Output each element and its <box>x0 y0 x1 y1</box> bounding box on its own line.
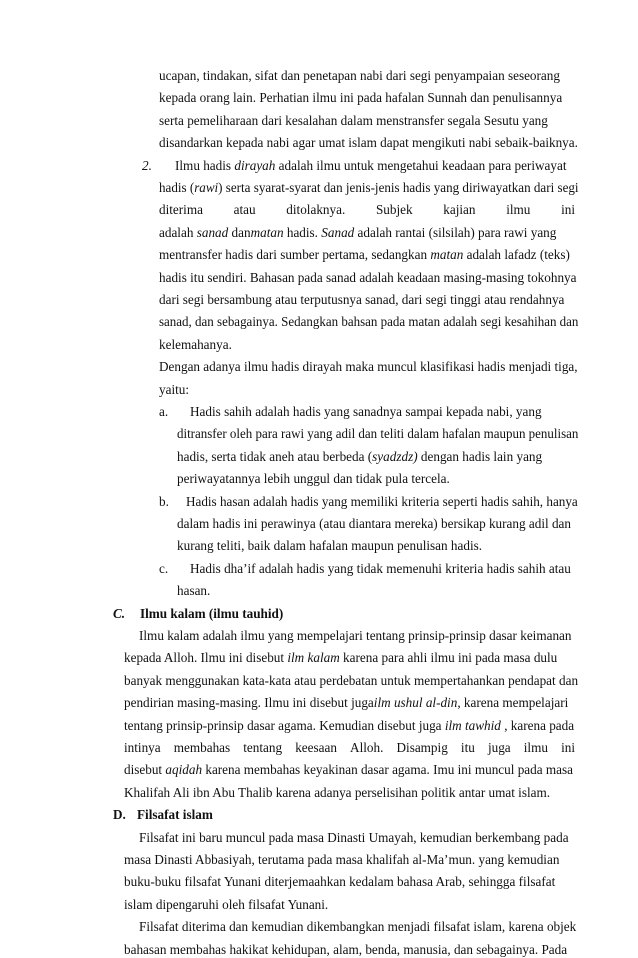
word: juga <box>487 740 511 755</box>
paragraph-line <box>159 180 579 196</box>
text: tentang prinsip-prinsip dasar agama. Kemudian disebut juga <box>124 717 445 733</box>
text: ucapan, tindakan, sifat dan penetapan nabi dari segi penyampaian seseorang <box>159 68 560 83</box>
paragraph-line <box>139 919 576 935</box>
paragraph-line <box>177 583 210 599</box>
paragraph-line <box>159 225 556 241</box>
text: yaitu: <box>159 381 190 397</box>
paragraph-line <box>177 538 482 554</box>
paragraph-line <box>159 135 578 151</box>
text: , karena mempelajari <box>457 695 569 711</box>
sublist-label: a. <box>159 404 169 419</box>
text: Filsafat ini baru muncul pada masa Dinasti Umayah, kemudian berkembang pada <box>139 829 569 845</box>
word: ini <box>561 202 575 218</box>
text: , karena pada <box>500 717 575 733</box>
paragraph-line <box>124 942 567 958</box>
paragraph-line <box>159 337 232 353</box>
italic-term: sanad <box>196 224 229 240</box>
text: disandarkan kepada nabi agar umat islam dapat mengikuti nabi sebaik-baiknya. <box>159 135 578 151</box>
paragraph-line <box>124 852 559 868</box>
italic-term: aqidah <box>165 762 203 778</box>
paragraph-line <box>159 113 548 129</box>
text: disebut <box>124 762 166 778</box>
section-letter: D. <box>113 807 126 823</box>
paragraph-line <box>139 830 569 846</box>
italic-term: dirayah <box>234 157 276 173</box>
paragraph-line <box>159 90 562 106</box>
text: Ilmu kalam adalah ilmu yang mempelajari tentang prinsip-prinsip dasar keimanan <box>139 628 572 643</box>
text: kurang teliti, baik dalam hafalan maupun penulisan hadis. <box>177 538 483 554</box>
text: hasan. <box>177 583 211 599</box>
text: serta pemeliharaan dari kesalahan dalam menstransfer segala Sesutu yang <box>159 112 548 128</box>
sublist-label: c. <box>159 560 169 576</box>
word: Alloh. <box>350 740 384 755</box>
text: Filsafat diterima dan kemudian dikembangkan menjadi filsafat islam, karena objek <box>139 919 577 935</box>
word: ini <box>561 740 575 755</box>
paragraph-line <box>177 471 450 487</box>
text: dan <box>228 224 251 240</box>
word: kajian <box>443 202 476 218</box>
italic-term: matan <box>250 224 284 240</box>
word: Disampig <box>396 740 448 755</box>
text: islam dipengaruhi oleh filsafat Yunani. <box>124 896 329 912</box>
paragraph-line <box>159 359 578 375</box>
italic-term: ilm tawhid <box>444 717 501 733</box>
paragraph-line <box>159 247 570 263</box>
text: karena membahas keyakinan dasar agama. Imu ini muncul pada masa <box>202 762 573 778</box>
italic-term: ilm kalam <box>287 650 340 666</box>
paragraph-line <box>159 270 576 286</box>
word: membahas <box>173 740 231 755</box>
list-number: 2. <box>142 157 152 173</box>
italic-term: ilm ushul al-din <box>373 695 458 711</box>
text: pendirian masing-masing. Ilmu ini disebut juga <box>124 695 374 711</box>
text: adalah <box>159 224 197 240</box>
text: dari segi bersambung atau terputusnya sanad, dari segi tinggi atau rendahnya <box>159 292 565 307</box>
word: keesaan <box>295 740 337 755</box>
paragraph-line <box>190 561 571 577</box>
text: karena para ahli ilmu ini pada masa dulu <box>339 650 558 666</box>
paragraph-line <box>124 897 328 913</box>
text: ditransfer oleh para rawi yang adil dan teliti dalam hafalan maupun penulisan <box>177 426 579 442</box>
paragraph-line <box>124 785 550 801</box>
paragraph-line <box>124 695 568 711</box>
text: Dengan adanya ilmu hadis dirayah maka muncul klasifikasi hadis menjadi tiga, <box>159 359 578 375</box>
paragraph-line <box>124 762 573 778</box>
text: kepada Alloh. Ilmu ini disebut <box>124 650 288 666</box>
paragraph-line <box>177 426 578 442</box>
paragraph-line <box>177 449 542 465</box>
text: hadis ( <box>159 180 195 195</box>
paragraph-line <box>175 158 566 174</box>
word: Subjek <box>375 202 413 218</box>
text: adalah rantai (silsilah) para rawi yang <box>354 224 557 240</box>
paragraph-line <box>139 628 572 644</box>
paragraph-line <box>159 314 578 330</box>
text: bahasan membahas hakikat kehidupan, alam, benda, manusia, dan sebagainya. Pada <box>124 941 568 957</box>
paragraph-line <box>159 68 575 84</box>
text: kelemahanya. <box>159 336 232 352</box>
text: adalah lafadz (teks) <box>463 247 570 263</box>
text: Hadis sahih adalah hadis yang sanadnya sampai kepada nabi, yang <box>190 404 542 419</box>
text: dengan hadis lain yang <box>417 448 543 464</box>
paragraph-line <box>124 718 574 734</box>
text: Hadis dha’if adalah hadis yang tidak memenuhi kriteria hadis sahih atau <box>190 560 571 576</box>
text: kepada orang lain. Perhatian ilmu ini pada hafalan Sunnah dan penulisannya <box>159 90 563 106</box>
italic-term: syadzdz) <box>372 448 418 464</box>
sublist-label: b. <box>159 493 169 509</box>
text: buku-buku filsafat Yunani diterjemaahkan kedalam bahasa Arab, sehingga filsafat <box>124 874 556 890</box>
section-heading: Ilmu kalam (ilmu tauhid) <box>140 605 284 621</box>
italic-term: matan <box>430 247 464 263</box>
paragraph-line <box>159 292 564 308</box>
word: diterima <box>159 202 203 218</box>
text: adalah ilmu untuk mengetahui keadaan para periwayat <box>275 157 567 173</box>
italic-term: Sanad <box>321 224 355 240</box>
text: dalam hadis ini perawinya (atau diantara mereka) bersikap kurang adil dan <box>177 516 571 531</box>
paragraph-line <box>124 874 555 890</box>
text: banyak menggunakan kata-kata atau perdebatan untuk mempertahankan pendapat dan <box>124 672 579 688</box>
word: ilmu <box>506 202 531 218</box>
justified-line <box>124 740 575 756</box>
text: Khalifah Ali ibn Abu Thalib karena adanya perselisihan politik antar umat islam. <box>124 784 551 800</box>
italic-term: rawi <box>194 180 219 195</box>
word: itu <box>460 740 475 755</box>
text: hadis. <box>283 224 322 240</box>
text: mentransfer hadis dari sumber pertama, sedangkan <box>159 247 431 263</box>
paragraph-line <box>124 673 578 689</box>
word: atau <box>233 202 256 218</box>
text: masa Dinasti Abbasiyah, terutama pada masa khalifah al-Ma’mun. yang kemudian <box>124 852 560 867</box>
paragraph-line <box>190 404 542 420</box>
paragraph-line <box>124 650 557 666</box>
section-letter: C. <box>113 605 126 621</box>
paragraph-line <box>186 494 578 510</box>
text: hadis itu sendiri. Bahasan pada sanad adalah keadaan masing-masing tokohnya <box>159 269 577 285</box>
text: sanad, dan sebagainya. Sedangkan bahsan pada matan adalah segi kesahihan dan <box>159 314 579 330</box>
justified-line <box>159 202 575 218</box>
paragraph-line <box>177 516 571 532</box>
text: hadis, serta tidak aneh atau berbeda ( <box>177 448 373 464</box>
text: ) serta syarat-syarat dan jenis-jenis hadis yang diriwayatkan dari segi <box>218 180 579 195</box>
word: tentang <box>243 740 283 755</box>
text: Ilmu hadis <box>175 157 235 173</box>
word: intinya <box>124 740 161 755</box>
text: Hadis hasan adalah hadis yang memiliki kriteria seperti hadis sahih, hanya <box>186 493 578 509</box>
text: periwayatannya lebih unggul dan tidak pula tercela. <box>177 471 450 487</box>
word: ilmu <box>523 740 548 755</box>
word: ditolaknya. <box>286 202 346 218</box>
section-heading: Filsafat islam <box>137 807 213 823</box>
paragraph-line <box>159 382 189 398</box>
